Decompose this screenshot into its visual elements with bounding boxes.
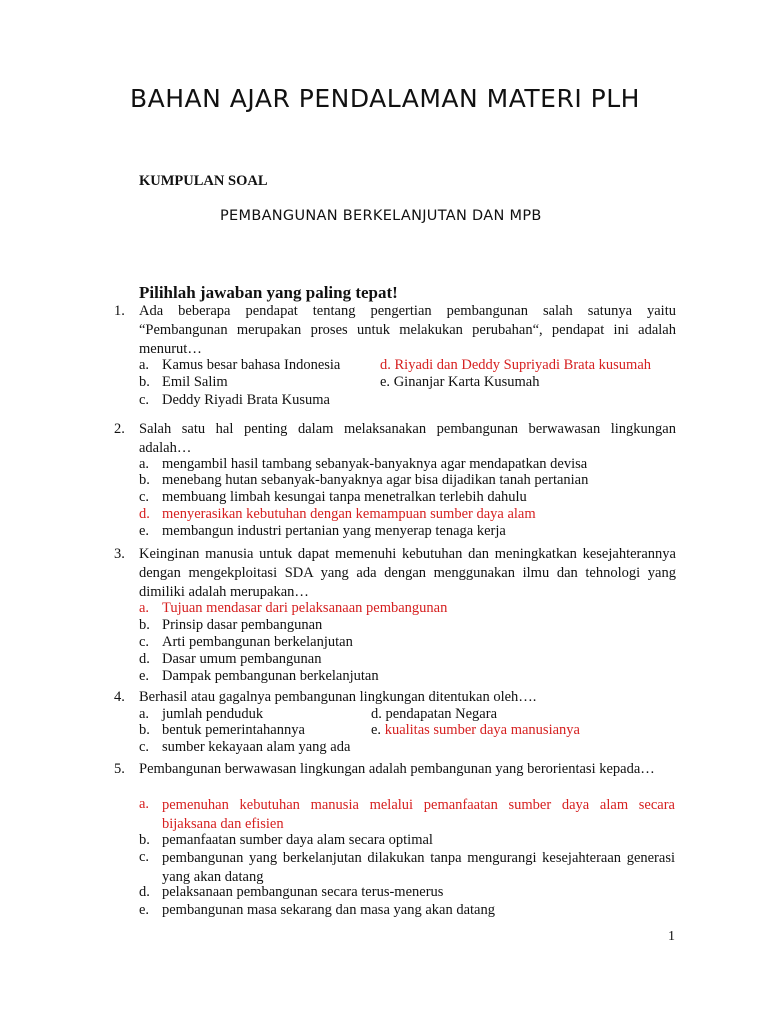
option-text: sumber kekayaan alam yang ada — [162, 739, 351, 755]
question-number: 3. — [114, 546, 125, 562]
option-letter: a. — [139, 796, 150, 812]
option-b — [139, 617, 322, 634]
option-c — [139, 739, 350, 756]
question-text: Salah satu hal penting dalam melaksanakan pembangunan berwawasan lingkungan adalah… — [139, 421, 676, 456]
option-letter: d. — [380, 357, 391, 373]
option-letter: a. — [139, 600, 150, 616]
question-number: 5. — [114, 761, 125, 777]
option-a — [139, 796, 675, 834]
option-a — [139, 706, 263, 723]
option-text: membangun industri pertanian yang menyerap tenaga kerja — [162, 523, 506, 539]
option-text: menyerasikan kebutuhan dengan kemampuan sumber daya alam — [162, 506, 536, 522]
option-text: Arti pembangunan berkelanjutan — [162, 634, 353, 650]
option-c — [139, 849, 675, 887]
option-letter: c. — [139, 489, 150, 505]
option-text: Emil Salim — [162, 374, 228, 390]
option-b — [139, 722, 305, 739]
option-text: Ginanjar Karta Kusumah — [393, 374, 540, 390]
option-text: pelaksanaan pembangunan secara terus-menerus — [162, 884, 444, 900]
option-letter: d. — [139, 884, 150, 900]
option-e — [139, 668, 379, 685]
option-text: Tujuan mendasar dari pelaksanaan pembangunan — [162, 600, 448, 616]
option-d — [380, 357, 651, 374]
option-text: Dasar umum pembangunan — [162, 651, 322, 667]
option-b — [139, 832, 433, 849]
option-letter: a. — [139, 357, 150, 373]
option-a — [139, 357, 340, 374]
option-text: pembangunan masa sekarang dan masa yang akan datang — [162, 902, 495, 918]
option-text: pendapatan Negara — [385, 706, 498, 722]
option-letter: c. — [139, 392, 150, 408]
option-e — [371, 722, 580, 739]
option-c — [139, 634, 353, 651]
option-letter: a. — [139, 456, 150, 472]
option-letter: b. — [139, 374, 150, 390]
option-letter: e. — [139, 902, 150, 918]
section-title: KUMPULAN SOAL — [139, 173, 268, 189]
option-letter: d. — [139, 651, 150, 667]
option-a — [139, 456, 587, 473]
option-text: bentuk pemerintahannya — [162, 722, 305, 738]
option-letter: c. — [139, 849, 150, 865]
option-letter: e. — [139, 668, 150, 684]
option-text: pembangunan yang berkelanjutan dilakukan tanpa mengurangi kesejahteraan generasi yang akan datang — [162, 850, 675, 885]
option-text: Dampak pembangunan berkelanjutan — [162, 668, 379, 684]
option-letter: b. — [139, 722, 150, 738]
option-text: Kamus besar bahasa Indonesia — [162, 357, 341, 373]
question-number: 2. — [114, 421, 125, 437]
option-letter: c. — [139, 739, 150, 755]
question-text: Berhasil atau gagalnya pembangunan lingkungan ditentukan oleh…. — [139, 689, 537, 705]
option-letter: b. — [139, 832, 150, 848]
option-letter: b. — [139, 472, 150, 488]
document-title: BAHAN AJAR PENDALAMAN MATERI PLH — [130, 84, 640, 113]
question-number: 4. — [114, 689, 125, 705]
question-text: Keinginan manusia untuk dapat memenuhi kebutuhan dan meningkatkan kesejahterannya dengan mengekploitasi SDA yang ada dengan menggunakan ilmu dan tehnologi yang dimiliki adalah merupakan… — [139, 546, 676, 600]
instruction-text: Pilihlah jawaban yang paling tepat! — [139, 283, 398, 302]
option-letter: b. — [139, 617, 150, 633]
option-letter: e. — [139, 523, 150, 539]
option-e — [139, 902, 495, 919]
page-number: 1 — [668, 929, 675, 944]
option-d — [371, 706, 497, 723]
option-b — [139, 472, 588, 489]
option-letter: c. — [139, 634, 150, 650]
option-text: pemanfaatan sumber daya alam secara optimal — [162, 832, 433, 848]
option-text: Riyadi dan Deddy Supriyadi Brata kusumah — [394, 357, 652, 373]
question-number: 1. — [114, 303, 125, 319]
option-text: Prinsip dasar pembangunan — [162, 617, 323, 633]
option-letter: e. — [380, 374, 391, 390]
option-letter: a. — [139, 706, 150, 722]
option-letter: d. — [139, 506, 150, 522]
option-c — [139, 489, 527, 506]
option-e — [380, 374, 539, 391]
option-d — [139, 506, 536, 523]
option-text: pemenuhan kebutuhan manusia melalui pemanfaatan sumber daya alam secara bijaksana dan efisien — [162, 797, 675, 832]
option-text: kualitas sumber daya manusianya — [384, 722, 580, 738]
option-letter: e. — [371, 722, 382, 738]
option-letter: d. — [371, 706, 382, 722]
topic-title: PEMBANGUNAN BERKELANJUTAN DAN MPB — [220, 208, 542, 224]
question-text: Ada beberapa pendapat tentang pengertian pembangunan salah satunya yaitu “Pembangunan merupakan proses untuk melakukan perubahan“, pendapat ini adalah menurut… — [139, 303, 676, 357]
option-c — [139, 392, 330, 409]
option-d — [139, 651, 321, 668]
option-e — [139, 523, 506, 540]
option-b — [139, 374, 228, 391]
option-a — [139, 600, 447, 617]
option-text: menebang hutan sebanyak-banyaknya agar bisa dijadikan tanah pertanian — [162, 472, 589, 488]
option-text: jumlah penduduk — [162, 706, 264, 722]
option-text: mengambil hasil tambang sebanyak-banyaknya agar mendapatkan devisa — [162, 456, 588, 472]
option-text: membuang limbah kesungai tanpa menetralkan terlebih dahulu — [162, 489, 527, 505]
option-d — [139, 884, 443, 901]
question-text: Pembangunan berwawasan lingkungan adalah pembangunan yang berorientasi kepada… — [139, 761, 655, 777]
option-text: Deddy Riyadi Brata Kusuma — [162, 392, 330, 408]
